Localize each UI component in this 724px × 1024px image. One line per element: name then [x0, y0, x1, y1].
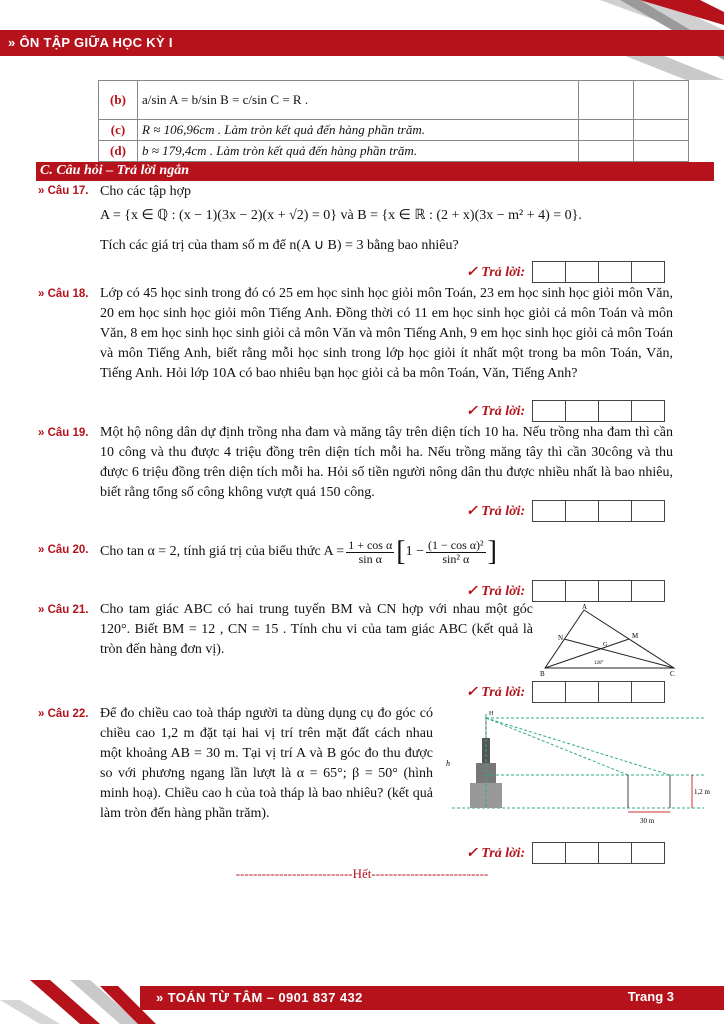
row-text: b ≈ 179,4cm . Làm tròn kết quả đến hàng phần trăm. [138, 141, 579, 162]
question-22-text: Để đo chiều cao toà tháp người ta dùng dụng cụ đo góc có chiều cao 1,2 m đặt tại hai vị trí trên mặt đất cách nhau một khoảng AB = 30 m. Tại vị trí A và B góc đo thu được so với phương ngang lần lượt là α = 65°; β = 50° (hình minh hoạ). Chiều cao h của toà tháp là bao nhiêu? (kết quả làm tròn đến hàng phần trăm). [100, 706, 433, 821]
question-19-text: Một hộ nông dân dự định trồng nha đam và măng tây trên diện tích 10 ha. Nếu trồng nha đam thì cần 10 công và thu được 4 triệu đồng trên diện tích mỗi ha. Nếu trồng măng tây thì cần 30công và thu được 6 triệu đồng trên diện tích mỗi ha. Hỏi số tiền người nông dân thu được nhiều nhất là bao nhiêu, biết rằng tổng số công không vượt quá 150 công. [100, 425, 673, 500]
answer-label: ✓ Trả lời: [466, 403, 526, 419]
false-box[interactable] [634, 120, 689, 141]
label-height: 1,2 m [694, 788, 710, 796]
end-marker: ---------------------------Hết--------------------------- [235, 866, 489, 881]
label-h: h [446, 759, 450, 768]
question-17-line2: A = {x ∈ ℚ : (x − 1)(3x − 2)(x + √2) = 0} và B = {x ∈ ℝ : (2 + x)(3x − m² + 4) = 0}. [100, 208, 582, 223]
right-bracket: ] [487, 536, 497, 567]
question-21-label: » Câu 21. [38, 604, 89, 616]
question-21-text: Cho tam giác ABC có hai trung tuyến BM và CN hợp với nhau một góc 120°. Biết BM = 12 , CN = 15 . Tính chu vi của tam giác ABC (kết quả là tròn đến hàng đơn vị). [100, 602, 533, 657]
label-N: N [558, 634, 564, 642]
answer-label: ✓ Trả lời: [466, 684, 526, 700]
answer-21 [466, 681, 665, 703]
answer-label: ✓ Trả lời: [466, 583, 526, 599]
triangle-figure [540, 602, 680, 678]
answer-22 [466, 842, 665, 864]
label-C: C [670, 670, 675, 678]
answer-19 [466, 500, 665, 522]
label-angle: 120° [594, 661, 604, 666]
answer-label: ✓ Trả lời: [466, 264, 526, 280]
answer-18 [466, 400, 665, 422]
answer-boxes[interactable] [533, 580, 665, 602]
fraction-2: $\frac{\text{(1 − cos α)²}}{\text{sin² α}}$ [427, 537, 484, 566]
answer-20 [466, 580, 665, 602]
true-box[interactable] [579, 120, 634, 141]
true-box[interactable] [579, 81, 634, 120]
label-G: G [603, 642, 608, 648]
label-M: M [632, 632, 639, 640]
row-label: (b) [99, 81, 138, 120]
fraction-1: $\frac{\text{1 + cos α}}{\text{sin α}}$ [348, 537, 393, 566]
question-20-label: » Câu 20. [38, 544, 89, 556]
answer-boxes[interactable] [533, 400, 665, 422]
answer-table [98, 80, 689, 162]
answer-label: ✓ Trả lời: [466, 845, 526, 861]
false-box[interactable] [634, 141, 689, 162]
true-box[interactable] [579, 141, 634, 162]
label-B: B [540, 670, 545, 678]
page-number: Trang 3 [627, 989, 674, 1004]
question-20-text [100, 530, 673, 574]
row-label: (c) [99, 120, 138, 141]
footer-bar [140, 986, 724, 1010]
answer-boxes[interactable] [533, 681, 665, 703]
table-row [99, 120, 689, 141]
question-18-label: » Câu 18. [38, 288, 89, 300]
question-22-label: » Câu 22. [38, 708, 89, 720]
row-label: (d) [99, 141, 138, 162]
answer-17 [466, 261, 665, 283]
question-17-label: » Câu 17. [38, 185, 89, 197]
question-20-prefix: Cho tan α = 2, tính giá trị của biểu thức A = [100, 544, 345, 559]
answer-boxes[interactable] [533, 842, 665, 864]
label-top: H [489, 711, 494, 717]
row-text: a/sin A = b/sin B = c/sin C = R . [138, 81, 579, 120]
answer-label: ✓ Trả lời: [466, 503, 526, 519]
left-bracket: [ [396, 536, 406, 567]
label-distance: 30 m [640, 817, 655, 825]
question-18-text: Lớp có 45 học sinh trong đó có 25 em học sinh học giỏi môn Toán, 23 em học sinh học giỏi môn Văn, 20 em học sinh học giỏi môn Tiếng Anh. Đồng thời có 11 em học sinh học giỏi cả môn Toán và môn Văn, 8 em học sinh học sinh giỏi cả môn Văn và môn Tiếng Anh, 9 em học sinh học giỏi cả môn Toán và môn Tiếng Anh, biết rằng mỗi học sinh trong lớp học giỏi ít nhất một trong ba môn Toán, Văn, Tiếng Anh. Hỏi lớp 10A có bao nhiêu bạn học giỏi cả ba môn Toán, Văn, Tiếng Anh? [100, 286, 673, 381]
header-bar [0, 30, 724, 56]
label-A: A [582, 603, 588, 611]
tower-figure [442, 708, 714, 828]
section-bar [36, 162, 714, 181]
bracket-one: 1 − [405, 544, 424, 559]
section-title: C. Câu hỏi – Trả lời ngắn [40, 163, 189, 178]
question-19-label: » Câu 19. [38, 427, 89, 439]
footer-contact: » TOÁN TỪ TÂM – 0901 837 432 [156, 990, 363, 1005]
table-row [99, 81, 689, 120]
question-17-line1: Cho các tập hợp [100, 184, 191, 199]
table-row [99, 141, 689, 162]
answer-boxes[interactable] [533, 500, 665, 522]
false-box[interactable] [634, 81, 689, 120]
row-text: R ≈ 106,96cm . Làm tròn kết quả đến hàng phần trăm. [138, 120, 579, 141]
header-title: » ÔN TẬP GIỮA HỌC KỲ I [8, 35, 173, 50]
answer-boxes[interactable] [533, 261, 665, 283]
question-17-line3: Tích các giá trị của tham số m để n(A ∪ B) = 3 bằng bao nhiêu? [100, 238, 459, 253]
